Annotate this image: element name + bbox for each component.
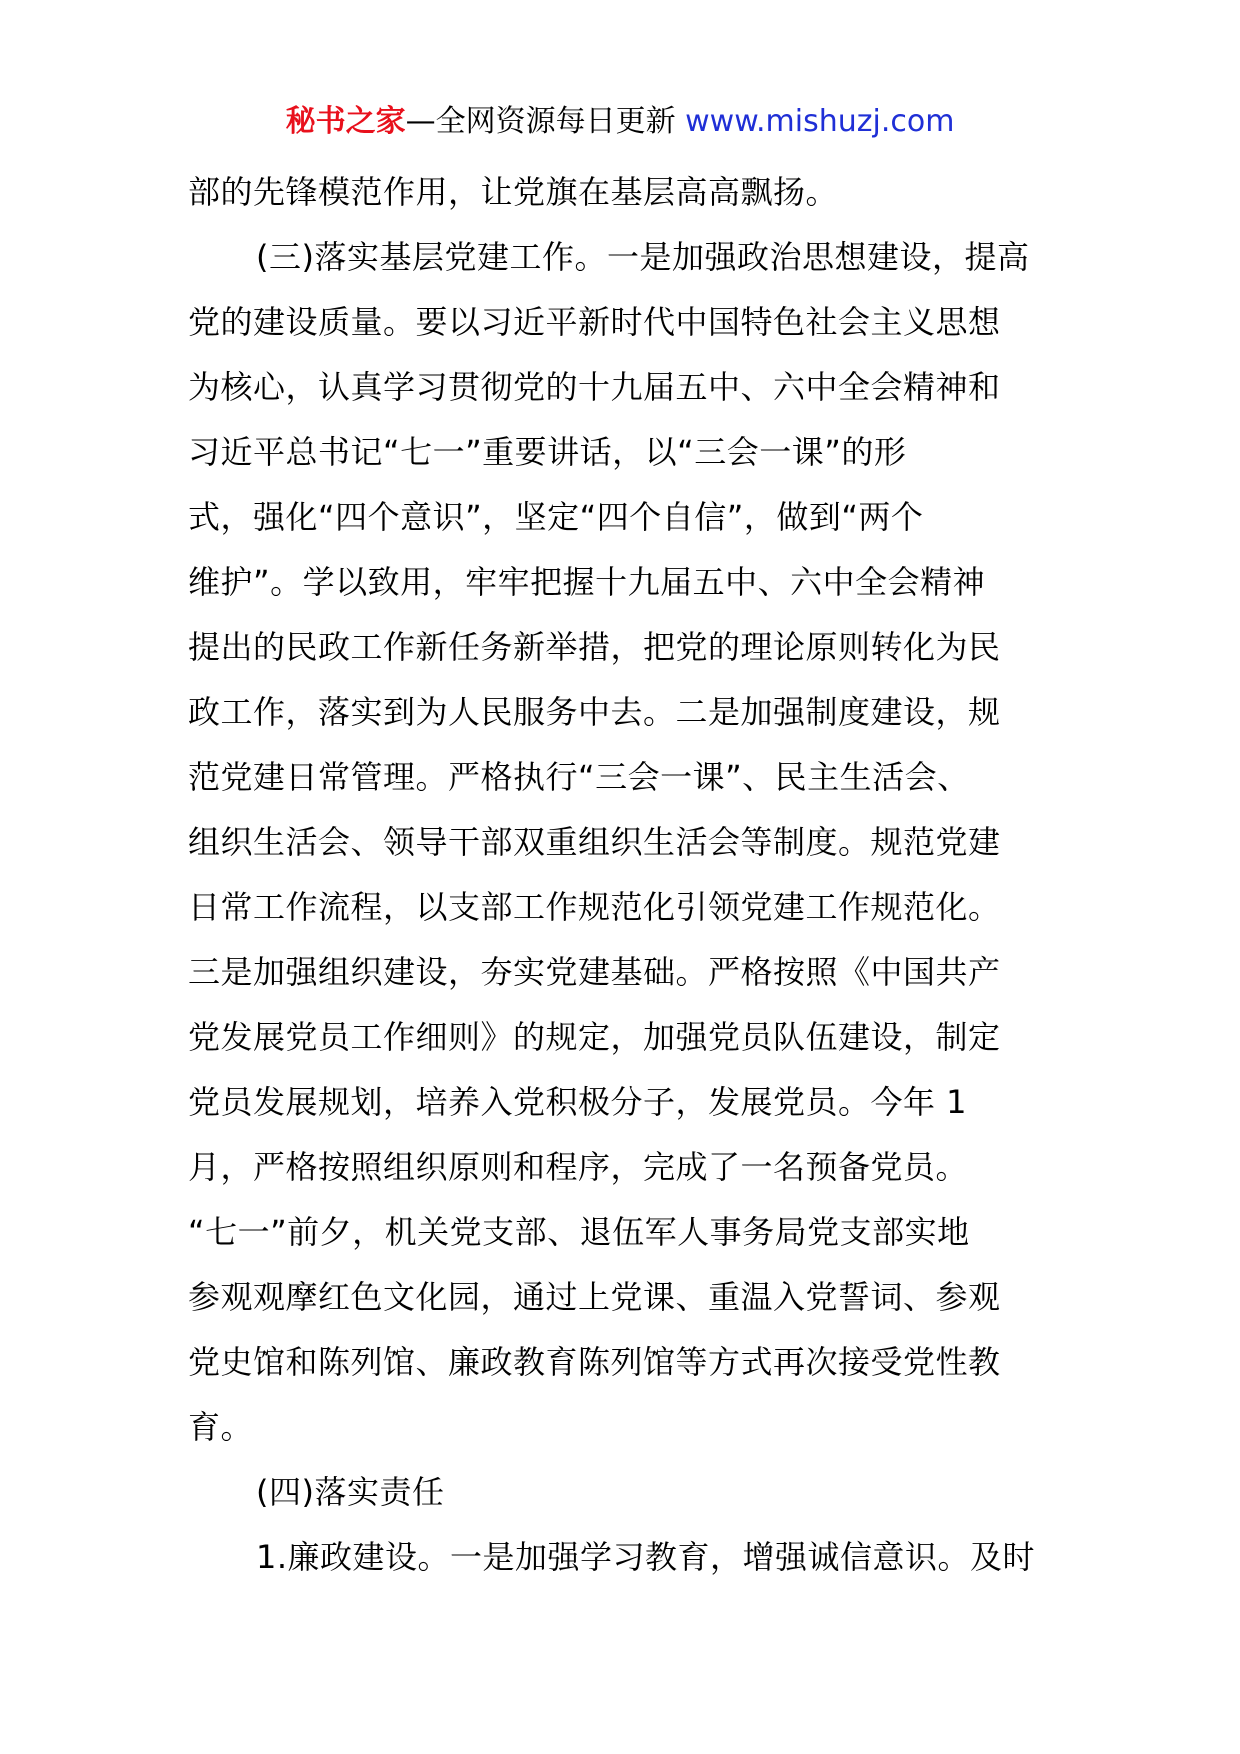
text-line: (三)落实基层党建工作。一是加强政治思想建设，提高	[256, 238, 1030, 276]
text-line: 式，强化“四个意识”，坚定“四个自信”，做到“两个	[188, 498, 924, 536]
text-line: 维护”。学以致用，牢牢把握十九届五中、六中全会精神	[188, 563, 986, 601]
text-line: 政工作，落实到为人民服务中去。二是加强制度建设，规	[188, 693, 1001, 731]
text-line: 1.廉政建设。一是加强学习教育，增强诚信意识。及时	[256, 1538, 1036, 1576]
text-line: 习近平总书记“七一”重要讲话，以“三会一课”的形	[188, 433, 907, 471]
text-line: 为核心，认真学习贯彻党的十九届五中、六中全会精神和	[188, 368, 1001, 406]
text-line: 三是加强组织建设，夯实党建基础。严格按照《中国共产	[188, 953, 1001, 991]
page-header	[0, 100, 1240, 144]
text-line: 参观观摩红色文化园，通过上党课、重温入党誓词、参观	[188, 1278, 1001, 1316]
text-line: 党员发展规划，培养入党积极分子，发展党员。今年 1	[188, 1083, 968, 1121]
text-line: 提出的民政工作新任务新举措，把党的理论原则转化为民	[188, 628, 1001, 666]
text-line: 组织生活会、领导干部双重组织生活会等制度。规范党建	[188, 823, 1001, 861]
text-line: 育。	[188, 1408, 254, 1446]
text-line: “七一”前夕，机关党支部、退伍军人事务局党支部实地	[188, 1213, 970, 1251]
section-heading: (四)落实责任	[256, 1473, 445, 1511]
text-line: 部的先锋模范作用，让党旗在基层高高飘扬。	[188, 173, 839, 211]
text-line: 党的建设质量。要以习近平新时代中国特色社会主义思想	[188, 303, 1001, 341]
text-line: 党发展党员工作细则》的规定，加强党员队伍建设，制定	[188, 1018, 1001, 1056]
brand-name: 秘书之家	[285, 104, 406, 139]
text-line: 党史馆和陈列馆、廉政教育陈列馆等方式再次接受党性教	[188, 1343, 1001, 1381]
text-line: 月，严格按照组织原则和程序，完成了一名预备党员。	[188, 1148, 969, 1186]
document-body	[188, 160, 1058, 1590]
site-url-link[interactable]: www.mishuzj.com	[685, 104, 955, 139]
text-line: 日常工作流程，以支部工作规范化引领党建工作规范化。	[188, 888, 1001, 926]
text-line: 范党建日常管理。严格执行“三会一课”、民主生活会、	[188, 758, 970, 796]
header-tagline: —全网资源每日更新	[405, 104, 686, 139]
